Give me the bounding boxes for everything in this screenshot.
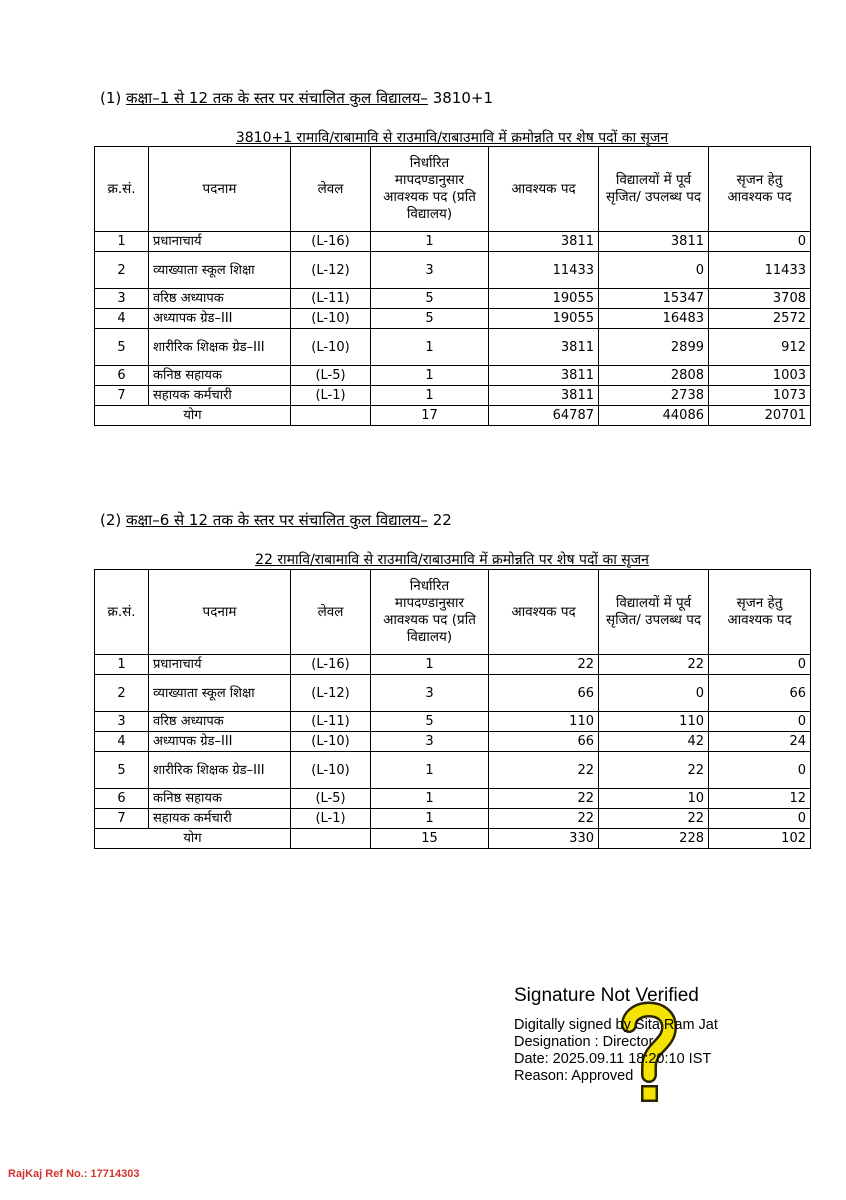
cell-existing: 0: [599, 675, 709, 712]
cell-post: कनिष्ठ सहायक: [149, 789, 291, 809]
header-existing: विद्यालयों में पूर्व सृजित/ उपलब्ध पद: [599, 570, 709, 655]
designation: Designation : Director: [514, 1034, 654, 1050]
header-create: सृजन हेतु आवश्यक पद: [709, 570, 811, 655]
cell-level: (L-1): [291, 809, 371, 829]
sign-reason: Reason: Approved: [514, 1068, 634, 1084]
cell-post: कनिष्ठ सहायक: [149, 366, 291, 386]
cell-create: 1073: [709, 386, 811, 406]
cell-create: 3708: [709, 289, 811, 309]
cell-sn: 4: [95, 732, 149, 752]
cell-level: (L-10): [291, 309, 371, 329]
cell-norm: 5: [371, 712, 489, 732]
cell-level: (L-10): [291, 329, 371, 366]
table-row: [95, 289, 811, 309]
cell-level: (L-1): [291, 386, 371, 406]
cell-level: (L-12): [291, 675, 371, 712]
cell-norm: 5: [371, 289, 489, 309]
total-norm: 17: [371, 406, 489, 426]
table-row: [95, 809, 811, 829]
cell-post: शारीरिक शिक्षक ग्रेड–III: [149, 752, 291, 789]
digital-signature-block: [514, 985, 774, 1115]
cell-sn: 3: [95, 289, 149, 309]
total-required: 64787: [489, 406, 599, 426]
table-row: [95, 732, 811, 752]
section-2-heading: कक्षा–6 से 12 तक के स्तर पर संचालित कुल विद्यालय–: [126, 511, 428, 529]
cell-required: 3811: [489, 366, 599, 386]
cell-level: (L-11): [291, 712, 371, 732]
cell-sn: 5: [95, 329, 149, 366]
cell-required: 3811: [489, 329, 599, 366]
header-post: पदनाम: [149, 570, 291, 655]
cell-create: 0: [709, 712, 811, 732]
table-row: [95, 366, 811, 386]
cell-create: 12: [709, 789, 811, 809]
cell-post: वरिष्ठ अध्यापक: [149, 712, 291, 732]
table-row: [95, 386, 811, 406]
header-create: सृजन हेतु आवश्यक पद: [709, 147, 811, 232]
cell-sn: 7: [95, 386, 149, 406]
table-total-row: [95, 406, 811, 426]
cell-required: 66: [489, 732, 599, 752]
total-existing: 44086: [599, 406, 709, 426]
cell-existing: 2899: [599, 329, 709, 366]
cell-level-empty: [291, 406, 371, 426]
section-2-number: (2): [100, 511, 122, 529]
cell-required: 3811: [489, 386, 599, 406]
cell-level: (L-10): [291, 752, 371, 789]
table-row: [95, 789, 811, 809]
cell-existing: 0: [599, 252, 709, 289]
cell-existing: 16483: [599, 309, 709, 329]
cell-existing: 2738: [599, 386, 709, 406]
total-label: योग: [95, 406, 291, 426]
cell-norm: 1: [371, 329, 489, 366]
table-row: [95, 752, 811, 789]
cell-create: 11433: [709, 252, 811, 289]
total-required: 330: [489, 829, 599, 849]
cell-post: प्रधानाचार्य: [149, 232, 291, 252]
section-2-count: 22: [432, 511, 452, 529]
cell-level: (L-11): [291, 289, 371, 309]
table-row: [95, 712, 811, 732]
cell-create: 0: [709, 232, 811, 252]
table-row: [95, 309, 811, 329]
header-existing: विद्यालयों में पूर्व सृजित/ उपलब्ध पद: [599, 147, 709, 232]
cell-post: व्याख्याता स्कूल शिक्षा: [149, 252, 291, 289]
cell-level: (L-5): [291, 366, 371, 386]
cell-level: (L-16): [291, 232, 371, 252]
table-1-caption: 3810+1 रामावि/राबामावि से राउमावि/राबाउमावि में क्रमोन्नति पर शेष पदों का सृजन: [235, 130, 669, 146]
posts-table-2: [94, 569, 811, 849]
section-2-title: [100, 510, 452, 530]
table-2-caption: 22 रामावि/राबामावि से राउमावि/राबाउमावि में क्रमोन्नति पर शेष पदों का सृजन: [255, 552, 649, 568]
cell-level: (L-10): [291, 732, 371, 752]
cell-sn: 6: [95, 789, 149, 809]
header-required: आवश्यक पद: [489, 147, 599, 232]
cell-required: 19055: [489, 289, 599, 309]
total-create: 20701: [709, 406, 811, 426]
cell-required: 110: [489, 712, 599, 732]
cell-norm: 3: [371, 732, 489, 752]
cell-sn: 1: [95, 232, 149, 252]
cell-norm: 1: [371, 386, 489, 406]
cell-existing: 110: [599, 712, 709, 732]
cell-existing: 22: [599, 809, 709, 829]
table-total-row: [95, 829, 811, 849]
header-norm: निर्धारित मापदण्डानुसार आवश्यक पद (प्रति विद्यालय): [371, 570, 489, 655]
cell-create: 0: [709, 655, 811, 675]
cell-sn: 1: [95, 655, 149, 675]
header-norm: निर्धारित मापदण्डानुसार आवश्यक पद (प्रति विद्यालय): [371, 147, 489, 232]
cell-norm: 1: [371, 232, 489, 252]
header-sn: क्र.सं.: [95, 147, 149, 232]
cell-post: प्रधानाचार्य: [149, 655, 291, 675]
cell-level: (L-5): [291, 789, 371, 809]
cell-required: 22: [489, 655, 599, 675]
header-required: आवश्यक पद: [489, 570, 599, 655]
cell-existing: 42: [599, 732, 709, 752]
table-row: [95, 232, 811, 252]
cell-existing: 2808: [599, 366, 709, 386]
cell-post: शारीरिक शिक्षक ग्रेड–III: [149, 329, 291, 366]
total-existing: 228: [599, 829, 709, 849]
table-row: [95, 252, 811, 289]
header-level: लेवल: [291, 147, 371, 232]
header-post: पदनाम: [149, 147, 291, 232]
section-1-number: (1): [100, 89, 122, 107]
cell-post: व्याख्याता स्कूल शिक्षा: [149, 675, 291, 712]
cell-existing: 10: [599, 789, 709, 809]
signed-by: Digitally signed by Sita Ram Jat: [514, 1017, 718, 1033]
cell-create: 0: [709, 752, 811, 789]
cell-post: सहायक कर्मचारी: [149, 809, 291, 829]
table-row: [95, 329, 811, 366]
cell-existing: 3811: [599, 232, 709, 252]
table-header-row: [95, 147, 811, 232]
cell-norm: 5: [371, 309, 489, 329]
cell-norm: 1: [371, 366, 489, 386]
total-norm: 15: [371, 829, 489, 849]
table-header-row: [95, 570, 811, 655]
rajkaj-ref-number: RajKaj Ref No.: 17714303: [8, 1168, 140, 1180]
cell-post: सहायक कर्मचारी: [149, 386, 291, 406]
cell-post: अध्यापक ग्रेड–III: [149, 732, 291, 752]
cell-norm: 1: [371, 655, 489, 675]
cell-required: 22: [489, 809, 599, 829]
cell-norm: 1: [371, 752, 489, 789]
header-sn: क्र.सं.: [95, 570, 149, 655]
header-level: लेवल: [291, 570, 371, 655]
cell-existing: 15347: [599, 289, 709, 309]
signature-status: Signature Not Verified: [514, 985, 699, 1006]
cell-create: 0: [709, 809, 811, 829]
cell-required: 3811: [489, 232, 599, 252]
cell-required: 11433: [489, 252, 599, 289]
cell-sn: 2: [95, 675, 149, 712]
cell-sn: 6: [95, 366, 149, 386]
section-1-heading: कक्षा–1 से 12 तक के स्तर पर संचालित कुल विद्यालय–: [126, 89, 428, 107]
cell-sn: 3: [95, 712, 149, 732]
cell-norm: 3: [371, 675, 489, 712]
cell-create: 912: [709, 329, 811, 366]
cell-create: 66: [709, 675, 811, 712]
cell-level: (L-16): [291, 655, 371, 675]
cell-create: 1003: [709, 366, 811, 386]
cell-post: अध्यापक ग्रेड–III: [149, 309, 291, 329]
sign-date: Date: 2025.09.11 18:20:10 IST: [514, 1051, 712, 1067]
cell-required: 22: [489, 789, 599, 809]
cell-create: 2572: [709, 309, 811, 329]
cell-required: 22: [489, 752, 599, 789]
cell-level-empty: [291, 829, 371, 849]
total-create: 102: [709, 829, 811, 849]
cell-sn: 2: [95, 252, 149, 289]
cell-norm: 1: [371, 809, 489, 829]
table-row: [95, 655, 811, 675]
cell-required: 19055: [489, 309, 599, 329]
cell-sn: 5: [95, 752, 149, 789]
section-1-title: [100, 88, 493, 108]
cell-existing: 22: [599, 655, 709, 675]
cell-norm: 3: [371, 252, 489, 289]
cell-sn: 4: [95, 309, 149, 329]
posts-table-1: [94, 146, 811, 426]
cell-create: 24: [709, 732, 811, 752]
cell-sn: 7: [95, 809, 149, 829]
cell-level: (L-12): [291, 252, 371, 289]
cell-norm: 1: [371, 789, 489, 809]
table-row: [95, 675, 811, 712]
cell-post: वरिष्ठ अध्यापक: [149, 289, 291, 309]
total-label: योग: [95, 829, 291, 849]
cell-required: 66: [489, 675, 599, 712]
cell-existing: 22: [599, 752, 709, 789]
section-1-count: 3810+1: [432, 89, 493, 107]
